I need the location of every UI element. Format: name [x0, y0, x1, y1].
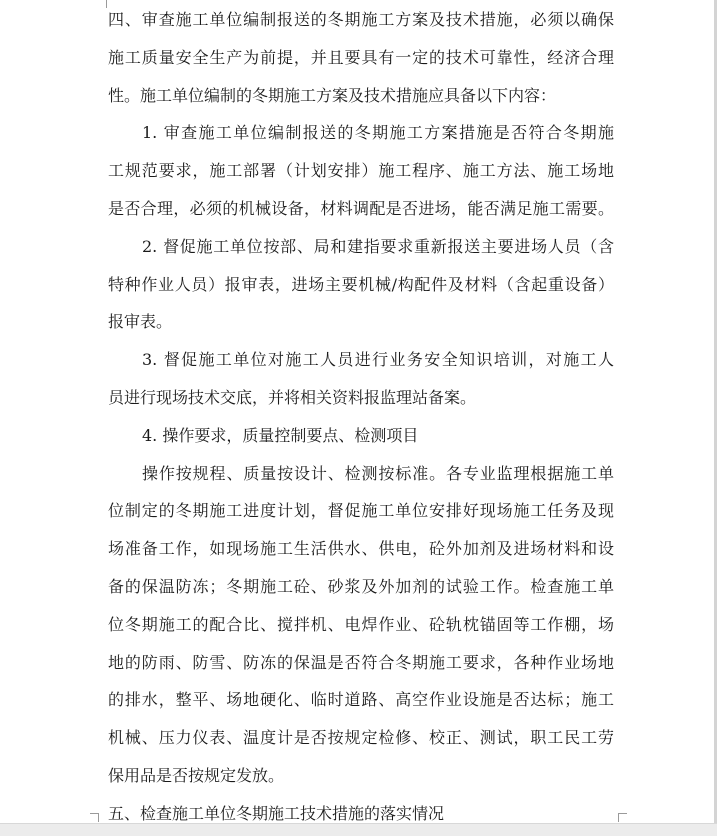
text-line: 四、审查施工单位编制报送的冬期施工方案及技术措施，必须以确保: [108, 10, 614, 29]
text-line: 特种作业人员）报审表，进场主要机械/构配件及材料（含起重设备）: [108, 274, 614, 294]
text-line: 1. 审查施工单位编制报送的冬期施工方案措施是否符合冬期施: [142, 123, 614, 143]
text-line: 操作按规程、质量按设计、检测按标准。各专业监理根据施工单: [142, 463, 614, 483]
text-line: 的排水，整平、场地硬化、临时道路、高空作业设施是否达标；施工: [108, 690, 614, 710]
text-line: 2. 督促施工单位按部、局和建指要求重新报送主要进场人员（含: [142, 236, 614, 256]
text-line: 性。施工单位编制的冬期施工方案及技术措施应具备以下内容：: [108, 85, 557, 105]
bottom-right-margin-mark: [618, 813, 627, 822]
text-line: 场准备工作，如现场施工生活供水、供电，砼外加剂及进场材料和设: [108, 539, 614, 559]
text-line: 五、检查施工单位冬期施工技术措施的落实情况: [108, 803, 445, 823]
text-line: 3. 督促施工单位对施工人员进行业务安全知识培训，对施工人: [142, 350, 614, 370]
text-line: 4. 操作要求，质量控制要点、检测项目: [142, 425, 419, 445]
text-line: 备的保温防冻；冬期施工砼、砂浆及外加剂的试验工作。检查施工单: [108, 576, 614, 596]
text-line: 施工质量安全生产为前提，并且要具有一定的技术可靠性，经济合理: [108, 47, 614, 67]
text-line: 位冬期施工的配合比、搅拌机、电焊作业、砼轨枕锚固等工作棚，场: [108, 614, 614, 634]
text-line: 位制定的冬期施工进度计划，督促施工单位安排好现场施工任务及现: [108, 501, 614, 521]
text-line: 地的防雨、防雪、防冻的保温是否符合冬期施工要求，各种作业场地: [108, 652, 614, 672]
text-line: 员进行现场技术交底，并将相关资料报监理站备案。: [108, 387, 477, 407]
text-line: 机械、压力仪表、温度计是否按规定检修、校正、测试，职工民工劳: [108, 728, 614, 748]
text-line: 工规范要求，施工部署（计划安排）施工程序、施工方法、施工场地: [108, 161, 614, 181]
text-line: 保用品是否按规定发放。: [108, 765, 285, 785]
top-left-margin-mark: [98, 0, 107, 8]
bottom-left-margin-mark: [90, 813, 99, 822]
document-body: [108, 0, 614, 833]
text-line: 是否合理，必须的机械设备，材料调配是否进场，能否满足施工需要。: [108, 198, 614, 218]
text-line: 报审表。: [108, 312, 173, 332]
